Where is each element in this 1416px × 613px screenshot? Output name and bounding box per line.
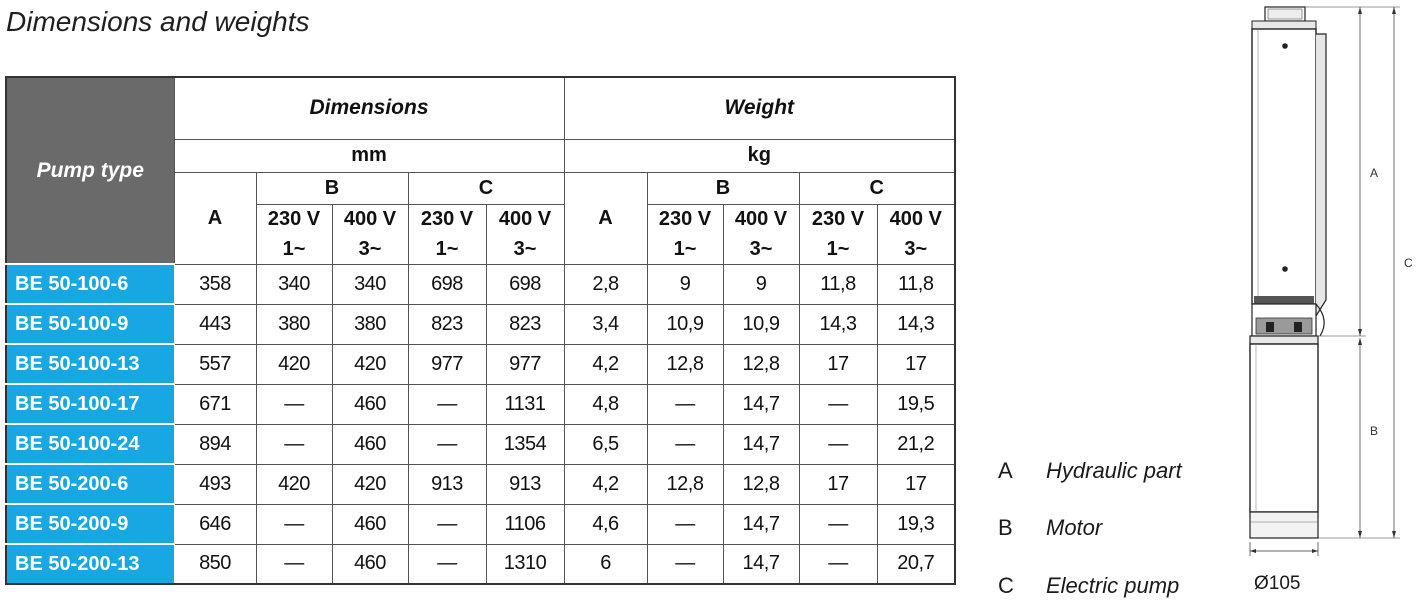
value-cell-wa: 4,2: [564, 344, 647, 384]
value-cell-db400: 340: [332, 264, 408, 304]
value-cell-wc230: 11,8: [799, 264, 877, 304]
value-cell-wa: 2,8: [564, 264, 647, 304]
table-row: [6, 384, 955, 424]
value-cell-dc230: 977: [408, 344, 486, 384]
table-row: [6, 264, 955, 304]
value-cell-wa: 4,8: [564, 384, 647, 424]
weight-b-400v: 400 V: [723, 204, 799, 234]
value-cell-wc400: 14,3: [877, 304, 955, 344]
value-cell-wb400: 9: [723, 264, 799, 304]
value-cell-db230: 340: [256, 264, 332, 304]
weight-c-400v: 400 V: [877, 204, 955, 234]
legend-label: Motor: [1046, 515, 1103, 540]
value-cell-wc400: 17: [877, 464, 955, 504]
page-title: Dimensions and weights: [6, 6, 310, 37]
pump-type-cell: BE 50-100-17: [6, 384, 174, 424]
value-cell-db230: —: [256, 424, 332, 464]
value-cell-wc230: 17: [799, 464, 877, 504]
pump-type-cell: BE 50-200-13: [6, 544, 174, 584]
value-cell-wb230: 12,8: [647, 464, 723, 504]
value-cell-wc400: 19,5: [877, 384, 955, 424]
value-cell-wc400: 20,7: [877, 544, 955, 584]
dim-b-phase1: 1~: [256, 234, 332, 264]
value-cell-da: 443: [174, 304, 256, 344]
value-cell-db230: —: [256, 504, 332, 544]
dim-col-b: B: [256, 172, 408, 204]
pump-type-header: Pump type: [6, 77, 174, 264]
value-cell-db230: 420: [256, 464, 332, 504]
value-cell-da: 358: [174, 264, 256, 304]
value-cell-da: 646: [174, 504, 256, 544]
dim-col-a: A: [174, 172, 256, 264]
value-cell-db400: 420: [332, 344, 408, 384]
value-cell-db400: 460: [332, 504, 408, 544]
value-cell-db400: 380: [332, 304, 408, 344]
value-cell-dc400: 1131: [486, 384, 564, 424]
dimension-label-b: B: [1370, 424, 1379, 438]
value-cell-da: 671: [174, 384, 256, 424]
value-cell-wa: 4,6: [564, 504, 647, 544]
value-cell-db400: 460: [332, 384, 408, 424]
legend-key: A: [998, 458, 1013, 483]
value-cell-dc230: 913: [408, 464, 486, 504]
value-cell-dc400: 1354: [486, 424, 564, 464]
weight-col-a: A: [564, 172, 647, 264]
value-cell-wc230: —: [799, 504, 877, 544]
value-cell-dc230: —: [408, 544, 486, 584]
value-cell-wa: 4,2: [564, 464, 647, 504]
weight-c-phase3: 3~: [877, 234, 955, 264]
value-cell-wc230: 14,3: [799, 304, 877, 344]
pump-type-cell: BE 50-200-9: [6, 504, 174, 544]
weight-b-phase3: 3~: [723, 234, 799, 264]
value-cell-db400: 460: [332, 424, 408, 464]
weight-b-phase1: 1~: [647, 234, 723, 264]
value-cell-wb400: 14,7: [723, 544, 799, 584]
value-cell-dc400: 1106: [486, 504, 564, 544]
value-cell-dc230: 823: [408, 304, 486, 344]
value-cell-db400: 460: [332, 544, 408, 584]
value-cell-wc230: —: [799, 384, 877, 424]
value-cell-wc400: 21,2: [877, 424, 955, 464]
pump-drawing: [1240, 0, 1416, 608]
dim-b-230v: 230 V: [256, 204, 332, 234]
table-row: [6, 464, 955, 504]
value-cell-dc230: 698: [408, 264, 486, 304]
dim-b-400v: 400 V: [332, 204, 408, 234]
table-row: [6, 504, 955, 544]
weight-c-230v: 230 V: [799, 204, 877, 234]
value-cell-wb400: 10,9: [723, 304, 799, 344]
dimensions-header: Dimensions: [174, 77, 564, 139]
value-cell-db230: —: [256, 544, 332, 584]
legend-key: C: [998, 573, 1014, 598]
table-row: [6, 344, 955, 384]
value-cell-wb400: 14,7: [723, 504, 799, 544]
pump-type-cell: BE 50-100-24: [6, 424, 174, 464]
value-cell-wc230: 17: [799, 344, 877, 384]
value-cell-dc400: 1310: [486, 544, 564, 584]
pump-diagram: [1240, 0, 1416, 608]
value-cell-wb230: 12,8: [647, 344, 723, 384]
value-cell-db230: 420: [256, 344, 332, 384]
pump-type-cell: BE 50-200-6: [6, 464, 174, 504]
value-cell-wc400: 19,3: [877, 504, 955, 544]
weight-header: Weight: [564, 77, 955, 139]
legend-label: Hydraulic part: [1046, 458, 1182, 483]
value-cell-wb400: 14,7: [723, 384, 799, 424]
value-cell-dc400: 698: [486, 264, 564, 304]
value-cell-wb400: 12,8: [723, 344, 799, 384]
value-cell-wc400: 17: [877, 344, 955, 384]
pump-type-cell: BE 50-100-13: [6, 344, 174, 384]
weight-unit: kg: [564, 139, 955, 172]
value-cell-db230: —: [256, 384, 332, 424]
pump-type-cell: BE 50-100-9: [6, 304, 174, 344]
value-cell-wb230: —: [647, 384, 723, 424]
dim-c-phase1: 1~: [408, 234, 486, 264]
table-row: [6, 424, 955, 464]
weight-b-230v: 230 V: [647, 204, 723, 234]
dim-c-phase3: 3~: [486, 234, 564, 264]
dimension-label-a: A: [1370, 166, 1379, 180]
weight-col-b: B: [647, 172, 799, 204]
value-cell-da: 894: [174, 424, 256, 464]
value-cell-dc400: 977: [486, 344, 564, 384]
value-cell-wc230: —: [799, 424, 877, 464]
table-body: [6, 264, 955, 584]
value-cell-da: 493: [174, 464, 256, 504]
legend-label: Electric pump: [1046, 573, 1180, 598]
value-cell-wb400: 12,8: [723, 464, 799, 504]
value-cell-wc400: 11,8: [877, 264, 955, 304]
table-row: [6, 304, 955, 344]
value-cell-wb230: —: [647, 544, 723, 584]
value-cell-wa: 6,5: [564, 424, 647, 464]
value-cell-wb230: 9: [647, 264, 723, 304]
value-cell-wb230: —: [647, 504, 723, 544]
weight-c-phase1: 1~: [799, 234, 877, 264]
value-cell-wb230: —: [647, 424, 723, 464]
value-cell-dc230: —: [408, 424, 486, 464]
pump-type-cell: BE 50-100-6: [6, 264, 174, 304]
value-cell-wa: 6: [564, 544, 647, 584]
value-cell-da: 557: [174, 344, 256, 384]
value-cell-wa: 3,4: [564, 304, 647, 344]
dimensions-unit: mm: [174, 139, 564, 172]
value-cell-db230: 380: [256, 304, 332, 344]
value-cell-wb230: 10,9: [647, 304, 723, 344]
dim-col-c: C: [408, 172, 564, 204]
dim-c-400v: 400 V: [486, 204, 564, 234]
value-cell-dc230: —: [408, 504, 486, 544]
dim-b-phase3: 3~: [332, 234, 408, 264]
value-cell-da: 850: [174, 544, 256, 584]
dimension-label-c: C: [1404, 256, 1413, 270]
value-cell-dc400: 823: [486, 304, 564, 344]
value-cell-dc400: 913: [486, 464, 564, 504]
dimensions-weights-table: [5, 76, 956, 585]
table-row: [6, 544, 955, 584]
value-cell-dc230: —: [408, 384, 486, 424]
legend-key: B: [998, 515, 1013, 540]
value-cell-wc230: —: [799, 544, 877, 584]
value-cell-db400: 420: [332, 464, 408, 504]
dim-c-230v: 230 V: [408, 204, 486, 234]
diameter-label: Ø105: [1254, 573, 1301, 594]
weight-col-c: C: [799, 172, 955, 204]
value-cell-wb400: 14,7: [723, 424, 799, 464]
